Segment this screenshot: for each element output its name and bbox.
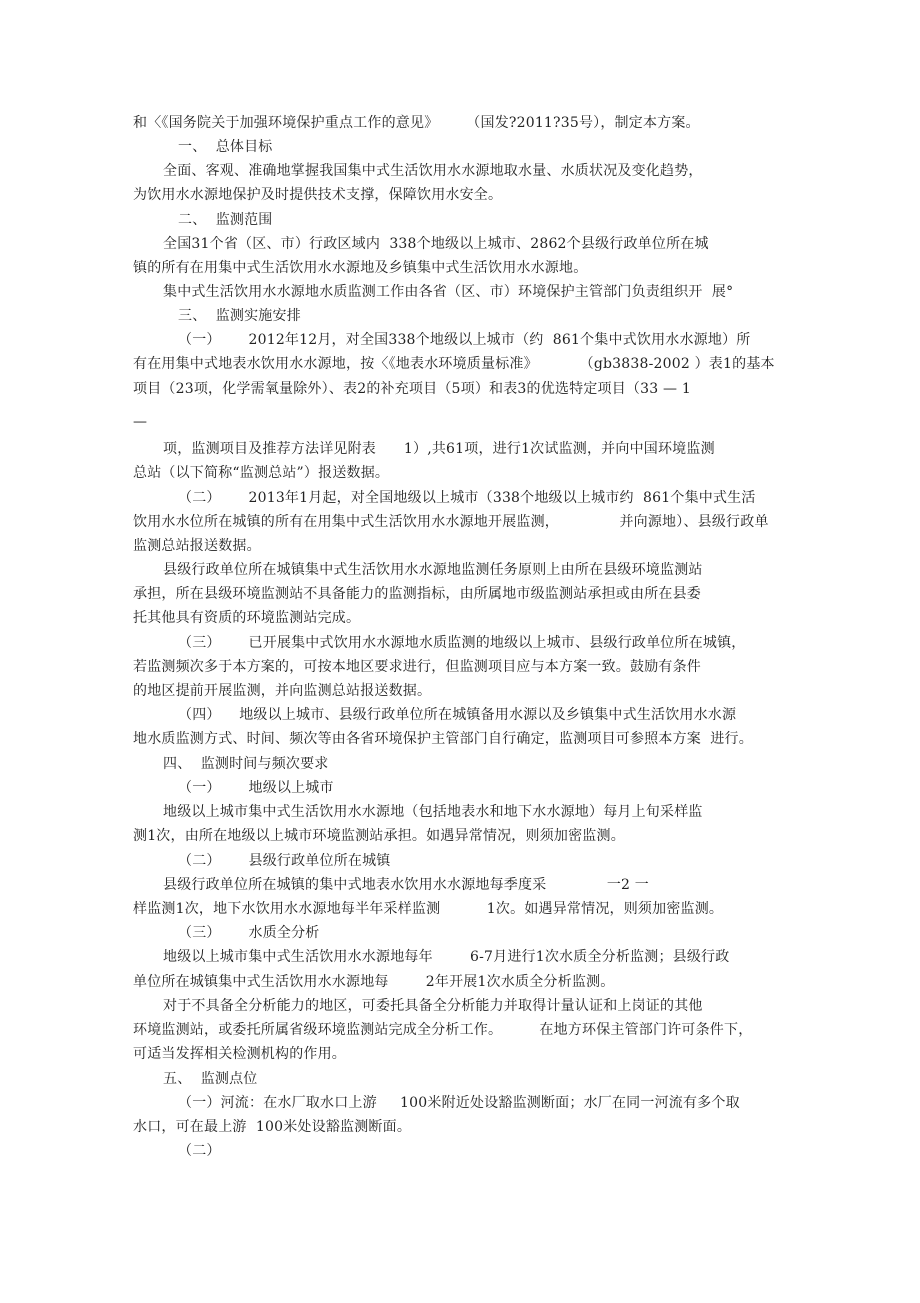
text-line: 承担，所在县级环境监测站不具备能力的监测指标，由所属地市级监测站承担或由所在县委 — [133, 586, 701, 602]
text-line: 若监测频次多于本方案的，可按本地区要求进行，但监测项目应与本方案一致。鼓励有条件 — [133, 659, 701, 675]
text-line: （二） 2013年1月起，对全国地级以上城市（338个地级以上城市约 861个集中式生活 — [178, 490, 756, 506]
text-line: 环境监测站，或委托所属省级环境监测站完成全分析工作。 在地方环保主管部门许可条件下， — [133, 1022, 753, 1038]
subsection-heading: （一） 地级以上城市 — [178, 780, 334, 796]
text-line: 单位所在城镇集中式生活饮用水水源地每 2年开展1次水质全分析监测。 — [133, 974, 615, 990]
text-line: 地级以上城市集中式生活饮用水水源地每年 6-7月进行1次水质全分析监测；县级行政 — [163, 949, 730, 965]
text-line: 镇的所有在用集中式生活饮用水水源地及乡镇集中式生活饮用水水源地。 — [133, 260, 588, 276]
text-line: 项，监测项目及推荐方法详见附表 1）,共61项，进行1次试监测，并向中国环境监测 — [163, 441, 715, 457]
section-heading: 二、 监测范围 — [178, 212, 273, 228]
section-heading: 五、 监测点位 — [163, 1071, 258, 1087]
text-line: 全国31个省（区、市）行政区域内 338个地级以上城市、2862个县级行政单位所在城 — [163, 236, 709, 252]
text-line: 和〈《国务院关于加强环境保护重点工作的意见》 （国发?2011?35号），制定本方案。 — [133, 115, 700, 131]
text-line: 地级以上城市集中式生活饮用水水源地（包括地表水和地下水水源地）每月上旬采样监 — [163, 804, 703, 820]
text-line: 对于不具备全分析能力的地区，可委托具备全分析能力并取得计量认证和上岗证的其他 — [163, 998, 703, 1014]
text-line: 总站（以下简称“监测总站”）报送数据。 — [133, 465, 390, 481]
section-heading: 一、 总体目标 — [178, 139, 273, 155]
text-line: （一）河流：在水厂取水口上游 100米附近处设豁监测断面；水厂在同一河流有多个取 — [178, 1095, 740, 1111]
text-line: （三） 已开展集中式饮用水水源地水质监测的地级以上城市、县级行政单位所在城镇， — [178, 635, 746, 651]
text-line: — — [133, 414, 148, 430]
text-line: 地水质监测方式、时间、频次等由各省环境保护主管部门自行确定，监测项目可参照本方案 进行。 — [133, 731, 753, 747]
text-line: 集中式生活饮用水水源地水质监测工作由各省（区、市）环境保护主管部门负责组织开 展° — [163, 284, 734, 300]
text-line: 可适当发挥相关检测机构的作用。 — [133, 1046, 346, 1062]
text-line: （四） 地级以上城市、县级行政单位所在城镇备用水源以及乡镇集中式生活饮用水水源 — [178, 707, 737, 723]
text-line: 测1次，由所在地级以上城市环境监测站承担。如遇异常情况，则须加密监测。 — [133, 828, 625, 844]
text-line: 县级行政单位所在城镇集中式生活饮用水水源地监测任务原则上由所在县级环境监测站 — [163, 562, 703, 578]
text-line: 县级行政单位所在城镇的集中式地表水饮用水水源地每季度采 一2 一 — [163, 877, 650, 893]
text-line: 项目（23项，化学需氧量除外）、表2的补充项目（5项）和表3的优选特定项目（33 — 1 — [133, 381, 691, 397]
section-heading: 四、 监测时间与频次要求 — [163, 756, 329, 772]
text-line: 托其他具有资质的环境监测站完成。 — [133, 610, 361, 626]
text-line: 有在用集中式地表水饮用水水源地，按〈《地表水环境质量标准》 （gb3838-2002 ）表1的基本 — [133, 356, 775, 372]
section-heading: 三、 监测实施安排 — [178, 308, 301, 324]
text-line: 水口，可在最上游 100米处设豁监测断面。 — [133, 1119, 412, 1135]
text-line: 饮用水水位所在城镇的所有在用集中式生活饮用水水源地开展监测， 并向源地）、县级行政单 — [133, 514, 769, 530]
text-line: 为饮用水水源地保护及时提供技术支撑，保障饮用水安全。 — [133, 187, 503, 203]
text-line: 监测总站报送数据。 — [133, 538, 261, 554]
subsection-heading: （三） 水质全分析 — [178, 925, 320, 941]
text-line: 全面、客观、准确地掌握我国集中式生活饮用水水源地取水量、水质状况及变化趋势， — [163, 163, 703, 179]
text-line: 样监测1次，地下水饮用水水源地每半年采样监测 1次。如遇异常情况，则须加密监测。 — [133, 901, 724, 917]
text-line: （一） 2012年12月，对全国338个地级以上城市（约 861个集中式饮用水水源地）所 — [178, 332, 751, 348]
subsection-heading: （二） 县级行政单位所在城镇 — [178, 853, 391, 869]
text-line: 的地区提前开展监测，并向监测总站报送数据。 — [133, 683, 432, 699]
subsection-heading: （二） — [178, 1143, 221, 1159]
